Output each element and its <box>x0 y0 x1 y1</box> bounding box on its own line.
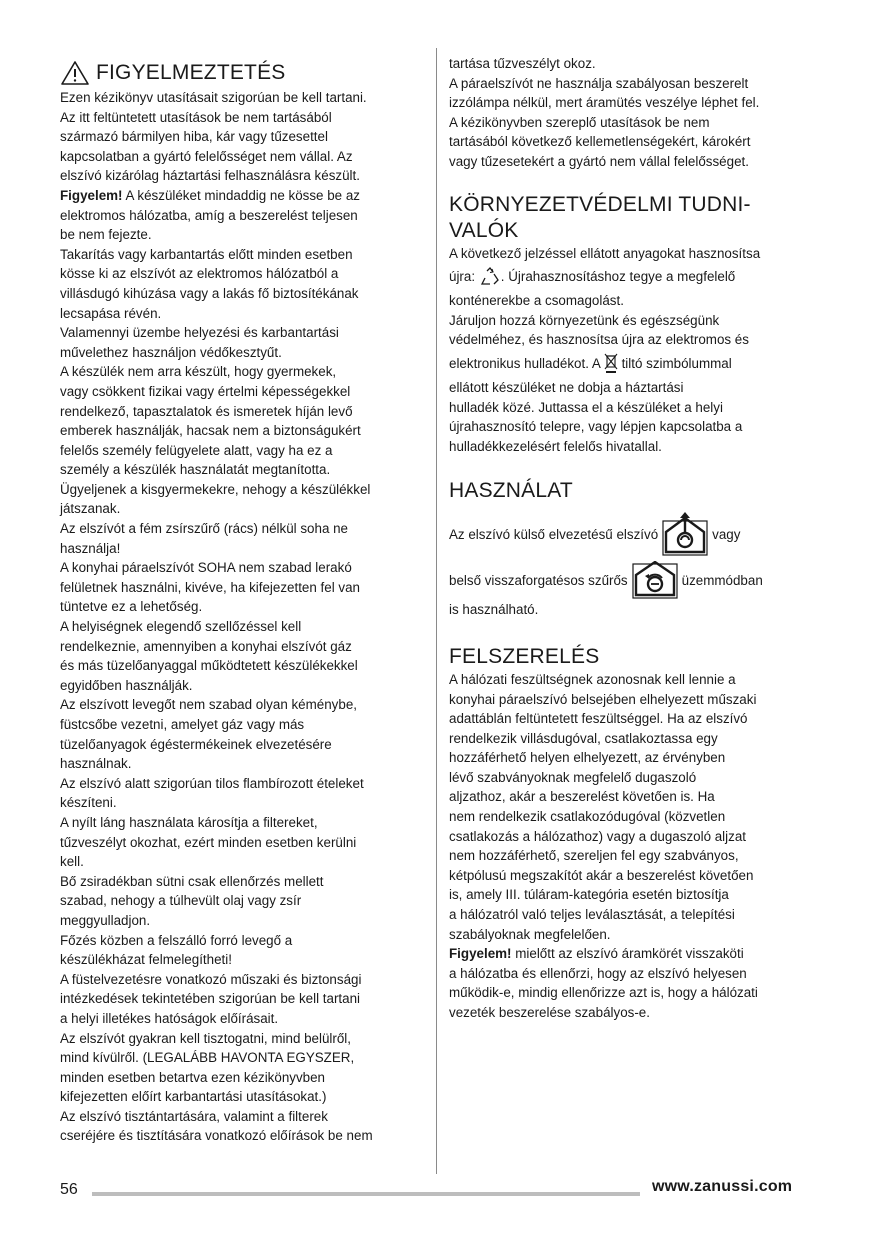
text-line: tüzelőanyagok égéstermékeinek elvezetésére <box>60 736 332 752</box>
text-line: Valamennyi üzembe helyezési és karbantartási <box>60 325 339 341</box>
usage-row-1 <box>449 510 819 558</box>
text-line: konyhai páraelszívó belsejében elhelyezett műszaki <box>449 691 757 707</box>
extraction-mode-icon <box>662 512 708 556</box>
crossed-bin-icon <box>604 352 618 374</box>
warning-triangle-icon <box>60 60 90 86</box>
text-line: védelméhez, és hasznosítsa újra az elektromos és <box>449 332 749 348</box>
safety-paragraphs <box>60 206 428 1147</box>
text-line: szabad, nehogy a túlhevült olaj vagy zsír <box>60 893 302 909</box>
text-line: kösse ki az elszívót az elektromos hálózatból a <box>60 266 339 282</box>
text-line: intézkedések tekintetében szigorúan be kell tartani <box>60 991 360 1007</box>
installation-paragraph-2 <box>449 964 819 1023</box>
usage-row-1-text: Az elszívó külső elvezetésű elszívó <box>449 526 659 542</box>
text-line: Az elszívót a fém zsírszűrő (rács) nélkül soha ne <box>60 521 349 537</box>
text-line: használnak. <box>60 756 132 772</box>
environment-title-line-2: VALÓK <box>449 218 519 242</box>
text-line: nem hozzáférhető, szereljen fel egy szabványos, <box>449 848 739 864</box>
weee-post-text: tiltó szimbólummal <box>617 355 732 371</box>
attention-text: A készüléket mindaddig ne kösse be az <box>122 187 360 203</box>
attention-line <box>60 186 428 206</box>
usage-row-2-suffix: üzemmódban <box>681 572 763 588</box>
recycle-pre-text: újra: <box>449 269 479 285</box>
installation-attention-line <box>449 944 819 964</box>
usage-heading: HASZNÁLAT <box>449 479 573 503</box>
text-line: Járuljon hozzá környezetünk és egészségünk <box>449 312 720 328</box>
text-line: Az elszívó tisztántartására, valamint a filterek <box>60 1108 328 1124</box>
text-line: használja! <box>60 540 121 556</box>
warning-paragraph <box>60 88 428 186</box>
text-line: füstcsőbe vezetni, amelyet gáz vagy más <box>60 717 305 732</box>
text-line: Főzés közben a felszálló forró levegő a <box>60 932 293 948</box>
text-line: felületnek használni, kivéve, ha kifejezetten fel van <box>60 579 360 595</box>
text-line: személy a készülék használatát megtanította. <box>60 462 331 478</box>
text-line: csatlakozás a hálózathoz) vagy a dugaszoló aljzat <box>449 828 747 844</box>
text-line: A kézikönyvben szereplő utasítások be nem <box>449 114 710 130</box>
text-line: vagy csökkent fizikai vagy értelmi képességekkel <box>60 383 351 399</box>
text-line: játszanak. <box>60 501 121 517</box>
environment-line: A következő jelzéssel ellátott anyagokat hasznosítsa <box>449 245 761 261</box>
right-column <box>449 54 819 1023</box>
text-line: villásdugó kihúzása vagy a lakás fő biztosítékának <box>60 285 359 301</box>
text-line: meggyulladjon. <box>60 912 151 928</box>
installation-heading: FELSZERELÉS <box>449 644 600 668</box>
text-line: kétpólusú megszakítót akár a beszerelést követően <box>449 867 754 883</box>
page-number: 56 <box>60 1181 78 1198</box>
recycle-line <box>449 263 819 291</box>
text-line: emberek használják, hacsak nem a biztonságukért <box>60 423 361 439</box>
text-line: vezeték beszerelése szabályos-e. <box>449 1005 650 1020</box>
text-line: kell. <box>60 854 84 870</box>
text-line: művelethez használjon védőkesztyűt. <box>60 344 282 360</box>
text-line: tartásából következő kellemetlenségekért, károkért <box>449 134 751 150</box>
left-column <box>60 54 428 1146</box>
text-line: Az elszívott levegőt nem szabad olyan kéménybe, <box>60 697 357 713</box>
usage-row-2-text: belső visszaforgatésos szűrős <box>449 572 628 588</box>
text-line: elektromos hálózatba, amíg a beszerelést teljesen <box>60 207 358 223</box>
text-line: felelős személy felügyelete alatt, vagy ha ez a <box>60 442 333 458</box>
text-line: ellátott készüléket ne dobja a háztartási <box>449 379 684 395</box>
weee-pre-text: elektronikus hulladékot. A <box>449 355 604 371</box>
environment-paragraph-2 <box>449 291 819 350</box>
text-line: konténerekbe a csomagolást. <box>449 293 624 309</box>
text-line: tüntetve ez a lehetőség. <box>60 599 203 615</box>
text-line: A készülék nem arra készült, hogy gyermekek, <box>60 364 337 380</box>
installation-attention-label: Figyelem! <box>449 946 512 962</box>
text-line: hulladékkezelésért felelős hivatallal. <box>449 438 662 454</box>
text-line: tűzveszélyt okozhat, ezért minden esetben kerülni <box>60 834 357 850</box>
text-line: elszívó kizárólag háztartási felhasználásra készült. <box>60 168 360 184</box>
text-line: hozzáférhető helyen elhelyezett, az érvényben <box>449 750 726 766</box>
text-line: A füstelvezetésre vonatkozó műszaki és biztonsági <box>60 971 362 987</box>
text-line: és más tüzelőanyaggal működtetett készülékekkel <box>60 658 358 674</box>
text-line: a hálózatba és ellenőrzi, hogy az elszívó helyesen <box>449 965 747 981</box>
text-line: A konyhai páraelszívót SOHA nem szabad lerakó <box>60 560 352 576</box>
text-line: egyidőben használják. <box>60 677 193 693</box>
continued-paragraph <box>449 54 819 172</box>
recycle-post-text: . Újrahasznosításhoz tegye a megfelelő <box>500 269 736 285</box>
recycle-icon <box>479 267 501 287</box>
usage-row-2 <box>449 560 819 600</box>
text-line: Az elszívót gyakran kell tisztogatni, mind belülről, <box>60 1030 352 1046</box>
text-line: cseréjére és tisztítására vonatkozó előírások be nem <box>60 1128 373 1144</box>
text-line: lévő szabványoknak megfelelő dugaszoló <box>449 769 697 785</box>
text-line: a hálózatról való teljes leválasztását, a telepítési <box>449 907 735 923</box>
text-line: rendelkezik villásdugóval, csatlakoztassa egy <box>449 730 718 746</box>
usage-line-3: is használható. <box>449 602 539 618</box>
installation-attention-text: mielőtt az elszívó áramkörét visszaköti <box>511 946 744 962</box>
text-line: adattáblán feltüntetett feszültséggel. Ha az elszívó <box>449 711 748 727</box>
text-line: minden esetben betartva ezen kézikönyvben <box>60 1069 326 1085</box>
text-line: Az itt feltüntetett utasítások be nem tartásából <box>60 109 332 125</box>
text-line: mind kívülről. (LEGALÁBB HAVONTA EGYSZER, <box>60 1050 355 1066</box>
environment-title-line-1: KÖRNYEZETVÉDELMI TUDNI- <box>449 192 751 216</box>
text-line: Ügyeljenek a kisgyermekekre, nehogy a készülékkel <box>60 481 371 497</box>
environment-paragraph-3 <box>449 378 819 456</box>
recirculation-mode-icon <box>632 561 678 599</box>
text-line: rendelkező, tapasztalatok és ismeretek híján levő <box>60 403 353 419</box>
text-line: szabályoknak megfelelően. <box>449 926 611 942</box>
text-line: A hálózati feszültségnek azonosnak kell lennie a <box>449 671 736 687</box>
usage-row-1-suffix: vagy <box>712 526 741 542</box>
text-line: Ezen kézikönyv utasításait szigorúan be kell tartani. <box>60 90 367 105</box>
text-line: nem rendelkezik csatlakozódugóval (közvetlen <box>449 809 726 825</box>
text-line: is, amely III. túláram-kategória esetén biztosítja <box>449 887 729 903</box>
text-line: hulladék közé. Juttassa el a készüléket a helyi <box>449 399 723 415</box>
text-line: A nyílt láng használata károsítja a filtereket, <box>60 814 318 830</box>
text-line: Az elszívó alatt szigorúan tilos flambírozott ételeket <box>60 775 364 791</box>
text-line: aljzathoz, akár a beszerelést követően is. Ha <box>449 789 715 805</box>
text-line: készíteni. <box>60 795 117 811</box>
text-line: tartása tűzveszélyt okoz. <box>449 56 596 71</box>
installation-paragraph <box>449 670 819 944</box>
text-line: származó bármilyen hiba, kár vagy tűzesettel <box>60 129 328 145</box>
warning-title: FIGYELMEZTETÉS <box>96 61 286 84</box>
text-line: be nem fejezte. <box>60 227 152 243</box>
column-divider <box>436 48 437 1174</box>
text-line: A páraelszívót ne használja szabályosan beszerelt <box>449 75 749 91</box>
text-line: lecsapása révén. <box>60 305 162 321</box>
text-line: rendelkeznie, amennyiben a konyhai elszívót gáz <box>60 638 352 654</box>
text-line: készülékházat felmelegítheti! <box>60 952 232 968</box>
text-line: izzólámpa nélkül, mert áramütés veszélye léphet fel. <box>449 95 760 111</box>
text-line: vagy tűzesetekért a gyártó nem vállal felelősséget. <box>449 153 749 169</box>
weee-line <box>449 350 819 378</box>
text-line: működik-e, mindig ellenőrizze azt is, hogy a hálózati <box>449 985 758 1001</box>
text-line: Takarítás vagy karbantartás előtt minden esetben <box>60 246 353 262</box>
text-line: A helyiségnek elegendő szellőzéssel kell <box>60 619 302 635</box>
attention-label: Figyelem! <box>60 187 123 203</box>
footer-url: www.zanussi.com <box>652 1178 793 1195</box>
text-line: Bő zsiradékban sütni csak ellenőrzés mellett <box>60 873 324 889</box>
text-line: újrahasznosító telepre, vagy lépjen kapcsolatba a <box>449 419 743 435</box>
text-line: kifejezetten előírt karbantartási utasításokat.) <box>60 1089 327 1105</box>
footer-rule <box>92 1192 640 1196</box>
text-line: kapcsolatban a gyártó felelősséget nem vállal. Az <box>60 148 353 164</box>
text-line: a helyi illetékes hatóságok előírásait. <box>60 1010 279 1026</box>
warning-heading <box>60 60 428 86</box>
environment-heading <box>449 192 819 244</box>
